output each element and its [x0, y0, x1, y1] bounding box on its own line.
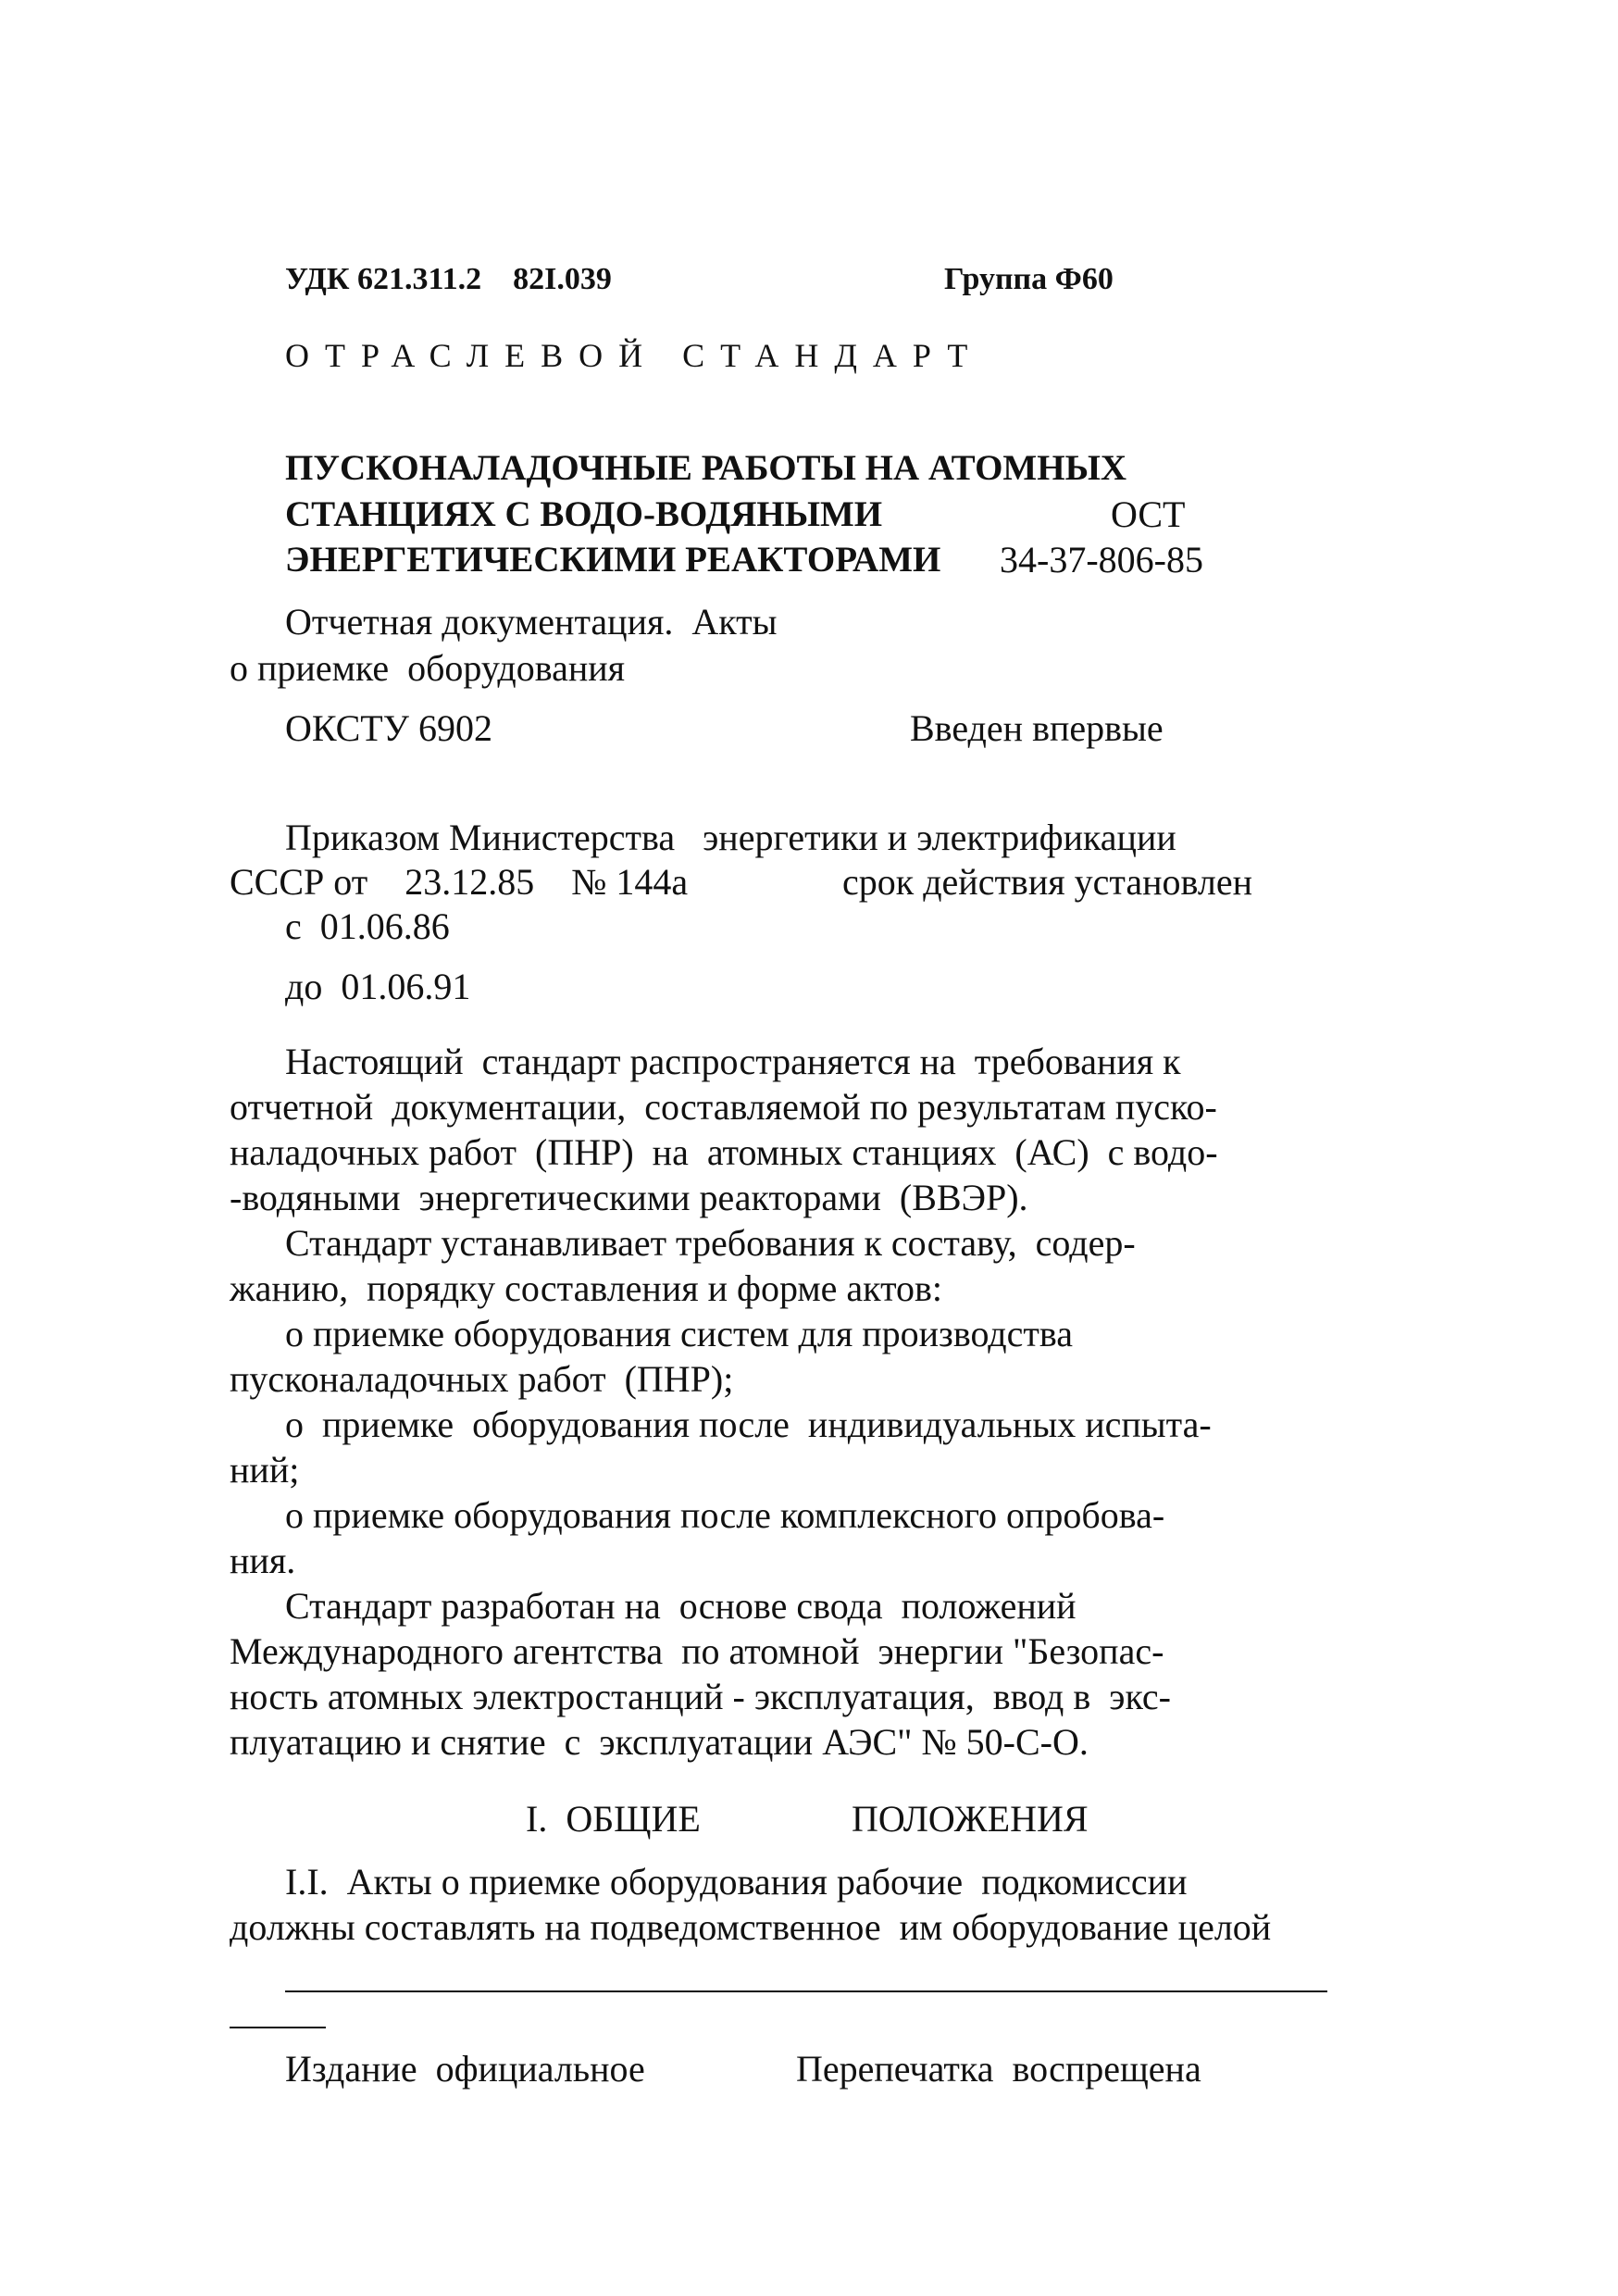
list-item-2-line-2: ний;: [230, 1449, 300, 1491]
paragraph-2-line-1: Стандарт устанавливает требования к составу, содер-: [285, 1222, 1136, 1264]
paragraph-3-line-4: плуатацию и снятие с эксплуатации АЭС" № 50-С-О.: [230, 1721, 1089, 1763]
paragraph-2-line-2: жанию, порядку составления и форме актов:: [230, 1267, 943, 1309]
paragraph-3-line-2: Международного агентства по атомной энергии "Безопас-: [230, 1630, 1164, 1672]
clause-line-1: I.I. Акты о приемке оборудования рабочие подкомиссии: [285, 1861, 1188, 1903]
order-line-1: Приказом Министерства энергетики и электрификации: [285, 817, 1176, 858]
paragraph-1-line-1: Настоящий стандарт распространяется на требования к: [285, 1041, 1181, 1082]
validity-to: до 01.06.91: [285, 966, 471, 1007]
footer-official-edition: Издание официальное: [285, 2048, 645, 2090]
list-item-1-line-1: о приемке оборудования систем для производства: [285, 1313, 1073, 1354]
standard-code-number: 34-37-806-85: [1000, 539, 1203, 580]
footnote-rule-continuation: [230, 2027, 326, 2028]
list-item-1-line-2: пусконаладочных работ (ПНР);: [230, 1358, 734, 1400]
subtitle-line-2: о приемке оборудования: [230, 647, 626, 689]
order-line-2-left: СССР от 23.12.85 № 144а: [230, 861, 689, 903]
standard-type: ОТРАСЛЕВОЙ СТАНДАРТ: [285, 337, 984, 374]
title-line-1: ПУСКОНАЛАДОЧНЫЕ РАБОТЫ НА АТОМНЫХ: [285, 448, 1127, 488]
standard-code-label: ОСТ: [1111, 493, 1186, 535]
introduced-note: Введен впервые: [910, 707, 1164, 749]
paragraph-1-line-4: -водяными энергетическими реакторами (ВВЭР).: [230, 1177, 1028, 1218]
section-number: I. ОБЩИЕ: [526, 1798, 701, 1840]
list-item-3-line-2: ния.: [230, 1540, 296, 1581]
oksty-code: ОКСТУ 6902: [285, 707, 493, 749]
clause-line-2: должны составлять на подведомственное им оборудование целой: [230, 1906, 1272, 1948]
footer-reprint-prohibited: Перепечатка воспрещена: [796, 2048, 1201, 2090]
footnote-rule: [285, 1990, 1327, 1992]
title-line-3: ЭНЕРГЕТИЧЕСКИМИ РЕАКТОРАМИ: [285, 540, 941, 580]
section-title: ПОЛОЖЕНИЯ: [852, 1798, 1089, 1840]
paragraph-3-line-1: Стандарт разработан на основе свода положений: [285, 1585, 1077, 1627]
title-line-2: СТАНЦИЯХ С ВОДО-ВОДЯНЫМИ: [285, 494, 883, 534]
list-item-2-line-1: о приемке оборудования после индивидуальных испыта-: [285, 1404, 1212, 1445]
order-line-2-right: срок действия установлен: [842, 861, 1252, 903]
udk-code: УДК 621.311.2 82I.039: [285, 262, 612, 296]
paragraph-3-line-3: ность атомных электростанций - эксплуатация, ввод в экс-: [230, 1676, 1171, 1717]
group-code: Группа Ф60: [944, 262, 1114, 296]
list-item-3-line-1: о приемке оборудования после комплексного опробова-: [285, 1494, 1165, 1536]
subtitle-line-1: Отчетная документация. Акты: [285, 601, 778, 643]
validity-from: с 01.06.86: [285, 905, 450, 947]
paragraph-1-line-2: отчетной документации, составляемой по результатам пуско-: [230, 1086, 1217, 1128]
paragraph-1-line-3: наладочных работ (ПНР) на атомных станциях (АС) с водо-: [230, 1131, 1218, 1173]
